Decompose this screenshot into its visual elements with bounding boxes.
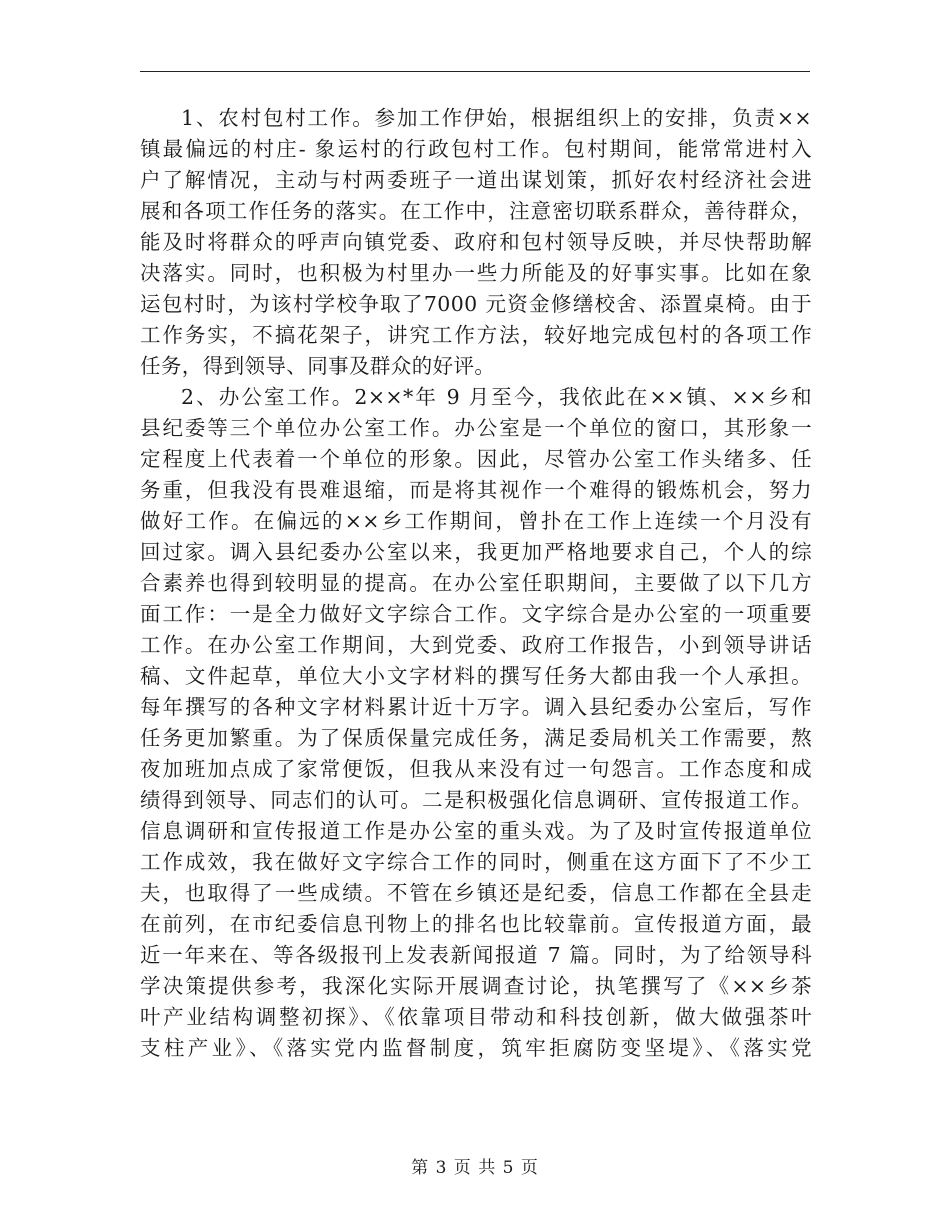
text-line: 运包村时，为该村学校争取了7000 元资金修缮校舍、添置桌椅。由于 xyxy=(140,292,812,316)
text-line: 做好工作。在偏远的××乡工作期间，曾扑在工作上连续一个月没有 xyxy=(140,509,812,533)
text-line: 展和各项工作任务的落实。在工作中，注意密切联系群众，善待群众， xyxy=(140,199,812,223)
text-line: 任务，得到领导、同事及群众的好评。 xyxy=(140,354,496,378)
document-body xyxy=(140,103,812,1064)
text-line: 县纪委等三个单位办公室工作。办公室是一个单位的窗口，其形象一 xyxy=(140,416,812,440)
text-line: 户了解情况，主动与村两委班子一道出谋划策，抓好农村经济社会进 xyxy=(140,168,812,192)
text-line: 任务更加繁重。为了保质保量完成任务，满足委局机关工作需要，熬 xyxy=(140,726,812,750)
text-line: 定程度上代表着一个单位的形象。因此，尽管办公室工作头绪多、任 xyxy=(140,447,812,471)
text-line: 工作成效，我在做好文字综合工作的同时，侧重在这方面下了不少工 xyxy=(140,850,812,874)
text-line: 1、农村包村工作。参加工作伊始，根据组织上的安排，负责×× xyxy=(181,106,812,130)
paragraph-village-work xyxy=(140,103,812,382)
text-line: 支柱产业》、《落实党内监督制度，筑牢拒腐防变坚堤》、《落实党 xyxy=(140,1036,812,1060)
text-line: 工作。在办公室工作期间，大到党委、政府工作报告，小到领导讲话 xyxy=(140,633,812,657)
text-line: 叶产业结构调整初探》、《依靠项目带动和科技创新，做大做强茶叶 xyxy=(140,1005,812,1029)
text-line: 决落实。同时，也积极为村里办一些力所能及的好事实事。比如在象 xyxy=(140,261,812,285)
text-line: 信息调研和宣传报道工作是办公室的重头戏。为了及时宣传报道单位 xyxy=(140,819,812,843)
paragraph-office-work xyxy=(140,382,812,1064)
text-line: 面工作：一是全力做好文字综合工作。文字综合是办公室的一项重要 xyxy=(140,602,812,626)
text-line: 学决策提供参考，我深化实际开展调查讨论，执笔撰写了《××乡茶 xyxy=(140,974,812,998)
text-line: 能及时将群众的呼声向镇党委、政府和包村领导反映，并尽快帮助解 xyxy=(140,230,812,254)
text-line: 合素养也得到较明显的提高。在办公室任职期间，主要做了以下几方 xyxy=(140,571,812,595)
text-line: 务重，但我没有畏难退缩，而是将其视作一个难得的锻炼机会，努力 xyxy=(140,478,812,502)
text-line: 夫，也取得了一些成绩。不管在乡镇还是纪委，信息工作都在全县走 xyxy=(140,881,812,905)
text-line: 夜加班加点成了家常便饭，但我从来没有过一句怨言。工作态度和成 xyxy=(140,757,812,781)
text-line: 稿、文件起草，单位大小文字材料的撰写任务大都由我一个人承担。 xyxy=(140,664,812,688)
text-line: 近一年来在、等各级报刊上发表新闻报道 7 篇。同时，为了给领导科 xyxy=(140,943,812,967)
text-line: 在前列，在市纪委信息刊物上的排名也比较靠前。宣传报道方面，最 xyxy=(140,912,812,936)
text-line: 绩得到领导、同志们的认可。二是积极强化信息调研、宣传报道工作。 xyxy=(140,788,812,812)
text-line: 工作务实，不搞花架子，讲究工作方法，较好地完成包村的各项工作 xyxy=(140,323,812,347)
text-line: 每年撰写的各种文字材料累计近十万字。调入县纪委办公室后，写作 xyxy=(140,695,812,719)
header-rule xyxy=(140,71,810,72)
text-line: 镇最偏远的村庄- 象运村的行政包村工作。包村期间，能常常进村入 xyxy=(140,137,812,161)
text-line: 2、办公室工作。2××*年 9 月至今，我依此在××镇、××乡和 xyxy=(181,385,812,409)
text-line: 回过家。调入县纪委办公室以来，我更加严格地要求自己，个人的综 xyxy=(140,540,812,564)
page-number-footer: 第 3 页 共 5 页 xyxy=(411,1158,539,1178)
